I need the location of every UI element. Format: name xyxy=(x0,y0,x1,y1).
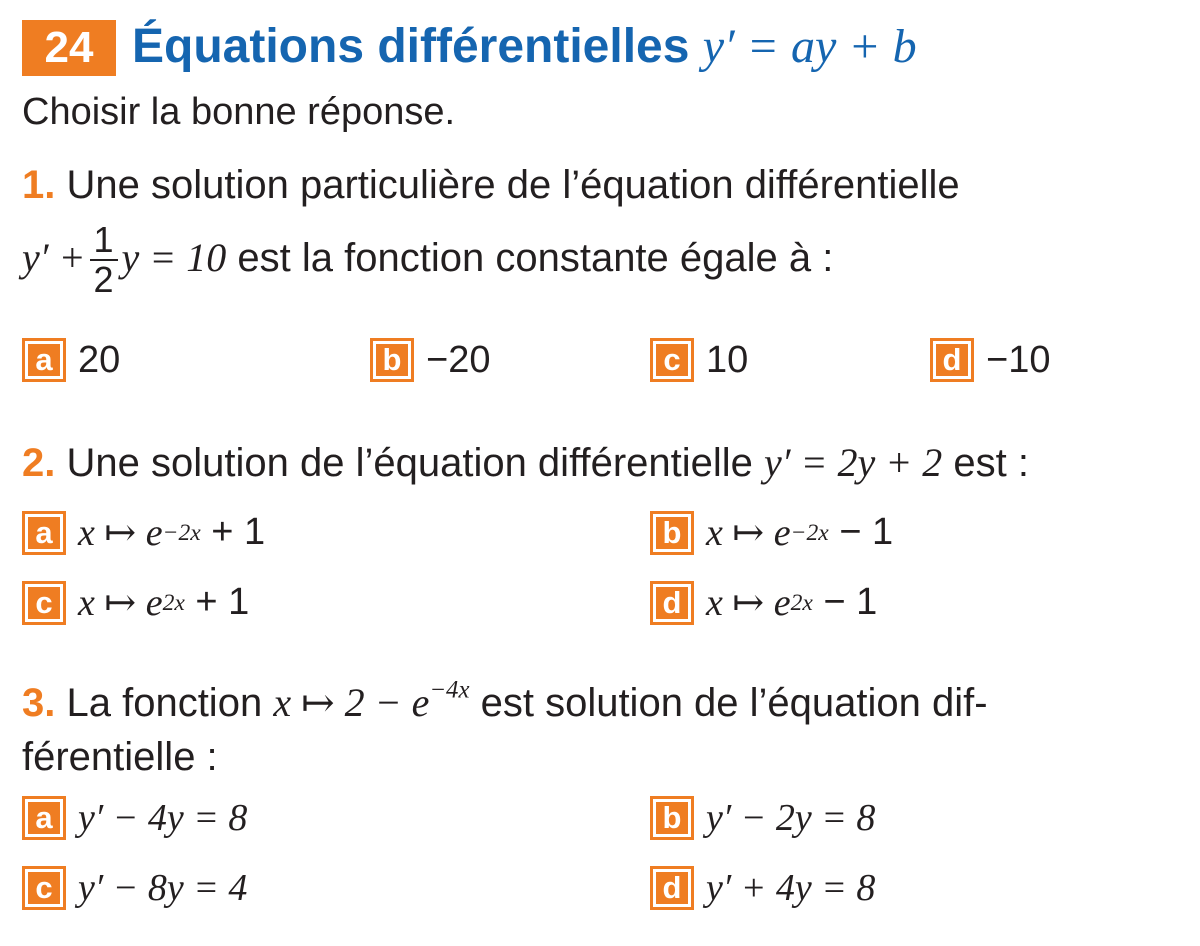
choice-letter-c: c xyxy=(22,866,66,910)
q2-choice-a[interactable]: a x ↦ e −2x + 1 xyxy=(22,510,265,555)
choice-text: y′ − 2y = 8 xyxy=(706,797,876,839)
question-2-text: Une solution de l’équation différentielle xyxy=(66,441,753,485)
choice-letter-d: d xyxy=(930,338,974,382)
question-1-text-rest: est la fonction constante égale à : xyxy=(237,236,834,280)
choice-text: y′ + 4y = 8 xyxy=(706,867,876,909)
q2-choice-c[interactable]: c x ↦ e 2x + 1 xyxy=(22,580,249,625)
fraction-numerator: 1 xyxy=(90,221,118,261)
choice-map: x ↦ e xyxy=(78,512,163,554)
question-1-line-1 xyxy=(22,158,960,212)
title-equation: y′ = ay + b xyxy=(702,20,917,73)
question-3-text-2: est solution de l’équation dif- xyxy=(480,681,988,725)
q3-choice-c[interactable] xyxy=(22,866,247,910)
question-3-function: x ↦ 2 − e xyxy=(273,680,430,725)
instruction: Choisir la bonne réponse. xyxy=(22,91,456,133)
choice-text: y′ − 8y = 4 xyxy=(78,867,248,909)
choice-letter-c: c xyxy=(22,581,66,625)
fraction-denominator: 2 xyxy=(93,259,114,301)
q1-choice-c[interactable] xyxy=(650,338,748,382)
question-3-function-exponent: −4x xyxy=(429,676,470,704)
question-3-text-1: La fonction xyxy=(66,681,263,725)
choice-tail: + 1 xyxy=(211,511,266,553)
exercise-title xyxy=(132,14,917,80)
choice-tail: − 1 xyxy=(823,581,878,623)
question-1-eq-end: y = 10 xyxy=(121,235,227,280)
q2-choice-d[interactable]: d x ↦ e 2x − 1 xyxy=(650,580,877,625)
choice-letter-b: b xyxy=(650,796,694,840)
q3-choice-a[interactable] xyxy=(22,796,247,840)
choice-letter-a: a xyxy=(22,338,66,382)
question-2-equation: y′ = 2y + 2 xyxy=(764,440,943,485)
question-3-line-2: férentielle : xyxy=(22,735,218,779)
q1-choice-b[interactable] xyxy=(370,338,490,382)
question-1-eq-start: y′ + xyxy=(22,235,86,280)
choice-letter-d: d xyxy=(650,866,694,910)
title-text: Équations différentielles xyxy=(132,20,690,73)
q3-choice-b[interactable] xyxy=(650,796,875,840)
choice-text: −10 xyxy=(986,338,1051,381)
question-2-number: 2. xyxy=(22,441,56,485)
question-1-text: Une solution particulière de l’équation différentielle xyxy=(66,163,960,207)
exercise-number-badge: 24 xyxy=(22,20,116,76)
choice-letter-a: a xyxy=(22,511,66,555)
choice-letter-c: c xyxy=(650,338,694,382)
choice-text: −20 xyxy=(426,338,491,381)
choice-letter-a: a xyxy=(22,796,66,840)
fraction-one-half xyxy=(90,221,118,299)
q2-choice-b[interactable]: b x ↦ e −2x − 1 xyxy=(650,510,893,555)
q1-choice-d[interactable] xyxy=(930,338,1050,382)
choice-tail: − 1 xyxy=(839,511,894,553)
choice-text: 10 xyxy=(706,338,749,381)
question-2-end: est : xyxy=(953,441,1029,485)
choice-text: 20 xyxy=(78,338,121,381)
choice-map: x ↦ e xyxy=(706,512,791,554)
q1-choice-a[interactable] xyxy=(22,338,120,382)
q3-choice-d[interactable] xyxy=(650,866,875,910)
choice-text: y′ − 4y = 8 xyxy=(78,797,248,839)
choice-letter-d: d xyxy=(650,581,694,625)
choice-map: x ↦ e xyxy=(78,582,163,624)
choice-letter-b: b xyxy=(370,338,414,382)
question-3-line-1 xyxy=(22,676,988,730)
question-1-number: 1. xyxy=(22,163,56,207)
choice-map: x ↦ e xyxy=(706,582,791,624)
choice-letter-b: b xyxy=(650,511,694,555)
question-3-number: 3. xyxy=(22,681,56,725)
question-2 xyxy=(22,436,1029,490)
choice-tail: + 1 xyxy=(195,581,250,623)
question-1-line-2 xyxy=(22,214,833,302)
